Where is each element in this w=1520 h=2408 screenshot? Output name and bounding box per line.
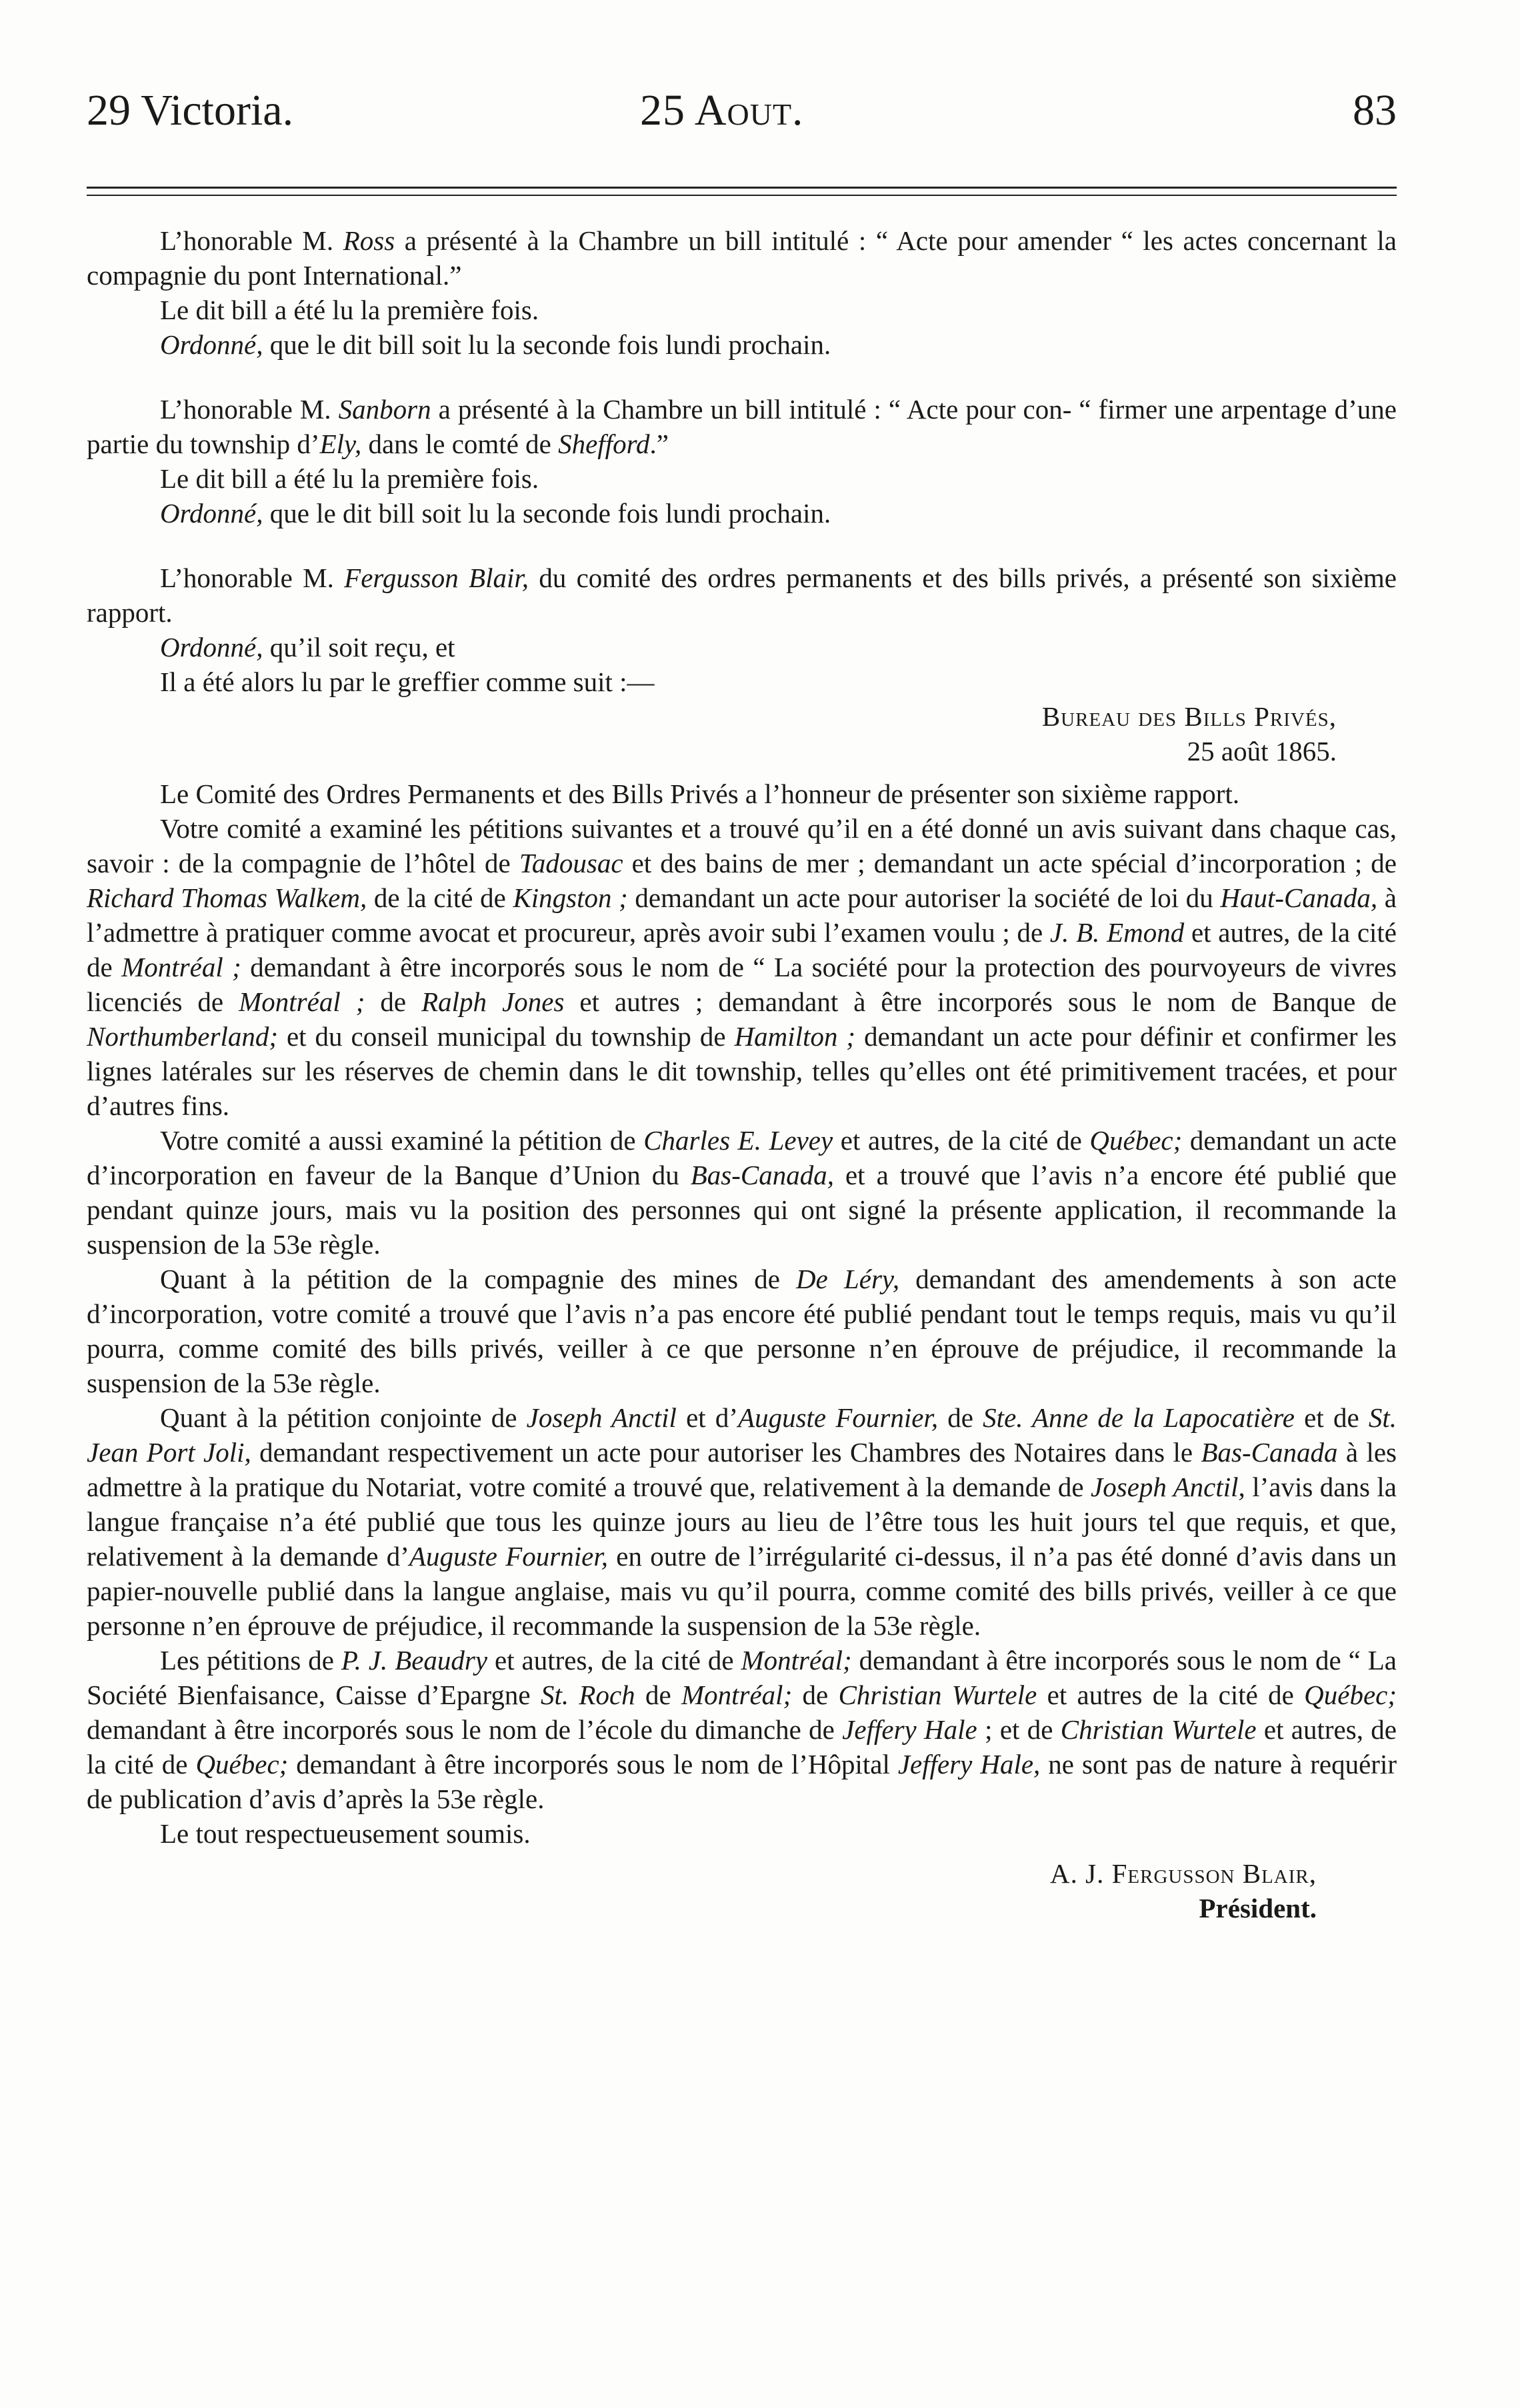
place-name: Tadousac <box>519 848 623 878</box>
place-name: Hamilton ; <box>734 1021 856 1052</box>
text: et du conseil municipal du township de <box>278 1021 735 1052</box>
bureau-date: 25 août 1865. <box>1187 736 1337 766</box>
place-name: Ste. Anne de la Lapocatière <box>983 1402 1295 1433</box>
first-reading: Le dit bill a été lu la première fois. <box>160 295 539 325</box>
first-reading: Le dit bill a été lu la première fois. <box>160 463 539 494</box>
text: demandant un acte d’incorporation en faveur de la Banque d’Union du <box>87 1125 1397 1190</box>
text: demandant à être incorporés sous le nom de l’Hôpital <box>288 1749 898 1780</box>
text: demandant respectivement un acte pour autoriser les Chambres des Notaires dans le <box>251 1437 1201 1468</box>
place-name: Haut-Canada, <box>1220 882 1378 913</box>
text: et de <box>1294 1402 1369 1433</box>
place-name: Bas-Canada, <box>690 1160 834 1190</box>
place-name: Montréal; <box>741 1645 852 1676</box>
person-name: Joseph Anctil <box>526 1402 677 1433</box>
text: et des bains de mer ; demandant un acte spécial d’incorporation ; de <box>623 848 1397 878</box>
text: de <box>365 986 422 1017</box>
person-name: Auguste Fournier, <box>409 1541 609 1572</box>
document-body <box>87 223 1397 1925</box>
person-name: Joseph Anctil, <box>1091 1472 1245 1502</box>
text: et autres, de la cité de <box>487 1645 741 1676</box>
place-name: Montréal ; <box>239 986 365 1017</box>
text: L’honorable M. <box>160 563 345 593</box>
report-intro: Le Comité des Ordres Permanents et des Bills Privés a l’honneur de présenter son sixième rapport. <box>160 778 1240 809</box>
text: que le dit bill soit lu la seconde fois lundi prochain. <box>263 329 831 360</box>
text: L’honorable M. <box>160 394 339 425</box>
ordonne: Ordonné, <box>160 329 263 360</box>
person-name: Charles E. Levey <box>643 1125 833 1156</box>
signature-name: A. J. Fergusson Blair, <box>1050 1858 1317 1889</box>
report-presentation-paragraph <box>87 561 1397 630</box>
text: de <box>792 1680 839 1710</box>
text: qu’il soit reçu, et <box>263 632 455 662</box>
text: Les pétitions de <box>160 1645 341 1676</box>
text: Quant à la pétition de la compagnie des mines de <box>160 1264 797 1294</box>
text: ne sont pas de nature à requérir de publication d’avis d’après la 53e règle. <box>87 1749 1397 1814</box>
text: demandant un acte pour autoriser la société de loi du <box>627 882 1221 913</box>
bill-sanborn-paragraph <box>87 392 1397 461</box>
ordonne: Ordonné, <box>160 498 263 529</box>
place-name: Montréal; <box>681 1680 793 1710</box>
text: et d’ <box>676 1402 739 1433</box>
member-name: Fergusson Blair, <box>344 563 529 593</box>
report-delery-paragraph <box>87 1262 1397 1400</box>
text: demandant des amendements à son acte d’incorporation, votre comité a trouvé que l’avis n’a pas encore été publié pendant tout le temps requis, mais vu qu’il pourra, comme comité des bills privés, veiller à ce que personne n’en éprouve de préjudice, il recommande la suspension de la 53e règle. <box>87 1264 1397 1398</box>
text: L’honorable M. <box>160 225 343 256</box>
text: et autres ; demandant à être incorporés sous le nom de Banque de <box>564 986 1397 1017</box>
text: Votre comité a aussi examiné la pétition de <box>160 1125 644 1156</box>
bill-ross-paragraph <box>87 223 1397 293</box>
bureau-heading: Bureau des Bills Privés, <box>1041 701 1337 732</box>
text: de <box>938 1402 983 1433</box>
member-name: Ross <box>343 225 395 256</box>
text: l’avis dans la langue française n’a été publié que tous les quinze jours au lieu de l’être tous les huit jours tel que requis, et que, relativement à la demande d’ <box>87 1472 1397 1572</box>
person-name: Jeffery Hale, <box>897 1749 1041 1780</box>
running-header <box>87 87 1397 160</box>
text: et a trouvé que l’avis n’a encore été publié que pendant quinze jours, mais vu la position des personnes qui ont signé la présente application, il recommande la suspension de la 53e règle. <box>87 1160 1397 1260</box>
text: Votre comité a examiné les pétitions suivantes et a trouvé qu’il en a été donné un avis suivant dans chaque cas, savoir : de la compagnie de l’hôtel de <box>87 813 1397 878</box>
read-by-clerk: Il a été alors lu par le greffier comme suit :— <box>160 666 655 697</box>
report-other-petitions-paragraph <box>87 1643 1397 1816</box>
place-name: Québec; <box>1089 1125 1183 1156</box>
place-name: St. Jean Port Joli, <box>87 1402 1397 1468</box>
place-name: Ely, <box>319 429 362 459</box>
person-name: J. B. Emond <box>1049 917 1185 948</box>
place-name: St. Roch <box>540 1680 635 1710</box>
ordonne: Ordonné, <box>160 632 263 662</box>
report-notaries-paragraph <box>87 1400 1397 1643</box>
place-name: Kingston ; <box>513 882 628 913</box>
report-closing: Le tout respectueusement soumis. <box>160 1818 531 1849</box>
header-rule <box>87 187 1397 189</box>
order-line <box>87 327 1397 362</box>
header-regnal-year: 29 Victoria. <box>87 86 294 135</box>
text: du comité des ordres permanents et des bills privés, a présenté son sixième rapport. <box>87 563 1397 628</box>
text: à l’admettre à pratiquer comme avocat et procureur, après avoir subi l’examen voulu ; de <box>87 882 1397 948</box>
signature-title: Président. <box>1199 1893 1317 1923</box>
person-name: Christian Wurtele <box>838 1680 1037 1710</box>
place-name: Montréal ; <box>121 952 241 982</box>
text: demandant à être incorporés sous le nom de “ La Société Bienfaisance, Caisse d’Epargne <box>87 1645 1397 1710</box>
text: demandant à être incorporés sous le nom de “ La société pour la protection des pourvoyeurs de vivres licenciés de <box>87 952 1397 1017</box>
text: a présenté à la Chambre un bill intitulé : “ Acte pour amender “ les actes concernant la compagnie du pont International.” <box>87 225 1397 291</box>
text: de <box>635 1680 681 1710</box>
text: de la cité de <box>367 882 513 913</box>
person-name: Christian Wurtele <box>1060 1714 1257 1745</box>
member-name: Sanborn <box>338 394 431 425</box>
place-name: Northumberland; <box>87 1021 278 1052</box>
report-petitions-paragraph <box>87 811 1397 1123</box>
person-name: Richard Thomas Walkem, <box>87 882 367 913</box>
page-number: 83 <box>1353 86 1397 135</box>
text: à les admettre à la pratique du Notariat, votre comité a trouvé que, relativement à la demande de <box>87 1437 1397 1502</box>
text: et autres, de la cité de <box>87 1714 1397 1780</box>
person-name: Jeffery Hale <box>842 1714 977 1745</box>
text: .” <box>649 429 669 459</box>
header-date: 25 Aout. <box>640 86 804 135</box>
place-name: Québec; <box>195 1749 289 1780</box>
report-levey-paragraph <box>87 1123 1397 1262</box>
place-name: Bas-Canada <box>1201 1437 1338 1468</box>
text: dans le comté de <box>361 429 559 459</box>
text: Quant à la pétition conjointe de <box>160 1402 527 1433</box>
text: demandant un acte pour définir et confirmer les lignes latérales sur les réserves de chemin dans le dit township, telles qu’elles ont été primitivement tracées, et pour d’autres fins. <box>87 1021 1397 1121</box>
order-line <box>87 630 1397 664</box>
text: a présenté à la Chambre un bill intitulé : “ Acte pour con- “ firmer une arpentage d’une partie du township d’ <box>87 394 1397 459</box>
person-name: Ralph Jones <box>421 986 565 1017</box>
person-name: P. J. Beaudry <box>341 1645 488 1676</box>
order-line <box>87 496 1397 531</box>
text: en outre de l’irrégularité ci-dessus, il n’a pas été donné d’avis dans un papier-nouvelle publié dans la langue anglaise, mais vu qu’il pourra, comme comité des bills privés, veiller à ce que personne n’en éprouve de préjudice, il recommande la suspension de la 53e règle. <box>87 1541 1397 1641</box>
text: et autres, de la cité de <box>87 917 1397 982</box>
text: et autres de la cité de <box>1037 1680 1305 1710</box>
person-name: Auguste Fournier, <box>738 1402 939 1433</box>
company-name: De Léry, <box>796 1264 900 1294</box>
header-rule-thin <box>87 195 1397 196</box>
text: ; et de <box>977 1714 1061 1745</box>
place-name: Shefford <box>558 429 650 459</box>
text: que le dit bill soit lu la seconde fois lundi prochain. <box>263 498 831 529</box>
place-name: Québec; <box>1304 1680 1397 1710</box>
text: et autres, de la cité de <box>833 1125 1090 1156</box>
text: demandant à être incorporés sous le nom de l’école du dimanche de <box>87 1714 843 1745</box>
